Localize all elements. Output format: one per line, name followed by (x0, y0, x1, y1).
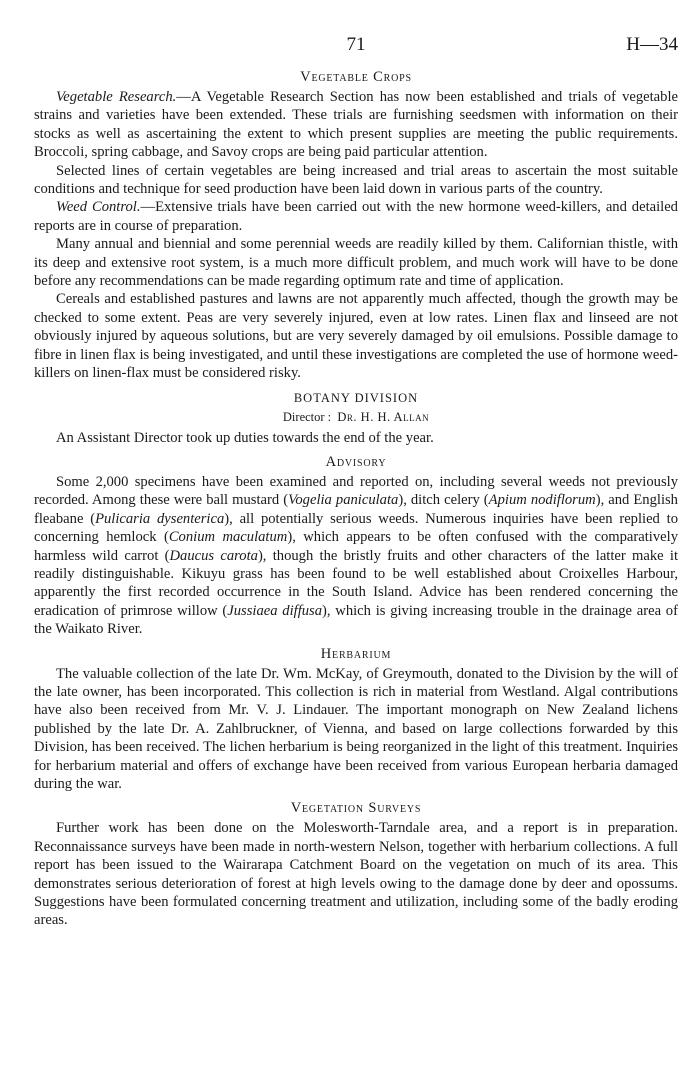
section-title-advisory: Advisory (325, 453, 387, 470)
species-name: Daucus carota (169, 547, 258, 564)
section-title-vegetable-crops: Vegetable Crops (300, 69, 412, 85)
paragraph: Cereals and established pastures and lawns are not apparently much affected, though the growth may be checked to some extent. Peas are very severely injured, even at low rates. Linen flax and linseed are not obviously injured by aqueous solutions, but are very severely damaged by oil emulsions. Possible damage to fibre in linen flax is being investigated, and until these investigations are completed the use of hormone weed-killers on linen-flax must be considered risky. (34, 291, 678, 382)
run-in-heading: Weed Control. (56, 199, 141, 216)
director-line: Director : Dr. H. H. Allan (282, 409, 430, 424)
section-title-botany-division: BOTANY DIVISION (293, 390, 419, 405)
paragraph: Vegetable Research.—A Vegetable Research Section has now been established and trials of vegetable strains and varieties have been extended. These trials are furnishing seedsmen with information on their stocks as well as ascertaining the extent to which present supplies are meeting the public requirements. Broccoli, spring cabbage, and Savoy crops are being paid particular attention. (34, 89, 678, 161)
paragraph: Weed Control.—Extensive trials have been carried out with the new hormone weed-killers, and detailed reports are in course of preparation. (34, 199, 678, 234)
species-name: Jussiaea diffusa (227, 602, 323, 619)
species-name: Pulicaria dysenterica (95, 510, 225, 527)
species-name: Vogelia paniculata (288, 492, 399, 509)
page-number: 71 (346, 34, 366, 55)
document-reference: H—34 (626, 34, 678, 55)
paragraph: Many annual and biennial and some perennial weeds are readily killed by them. Californian thistle, with its deep and extensive root system, is a much more difficult problem, and much work will have to be done before any recommendations can be made regarding optimum rate and time of application. (34, 236, 678, 290)
document-page (34, 34, 678, 930)
section-title-vegetation-surveys: Vegetation Surveys (290, 800, 422, 817)
director-name: Dr. H. H. Allan (337, 409, 430, 424)
run-in-heading: Vegetable Research. (56, 89, 177, 105)
species-name: Conium maculatum (168, 529, 288, 546)
paragraph: Further work has been done on the Molesworth-Tarndale area, and a report is in preparation. Reconnaissance surveys have been made in north-western Nelson, together with herbarium collections. A full report has been issued to the Wairarapa Catchment Board on the vegetation on much of its area. This demonstrates serious deterioration of forest at high levels owing to the damage done by deer and opossums. Suggestions have been formulated concerning treatment and utilization, including some of the badly eroding areas. (34, 820, 678, 929)
species-name: Apium nodiflorum (488, 492, 596, 509)
paragraph: Some 2,000 specimens have been examined and reported on, including several weeds not previously recorded. Among these were ball mustard (Vogelia paniculata), ditch celery (Apium nodiflorum), and English fleabane (Pulicaria dysenterica), all potentially serious weeds. Numerous inquiries have been replied to concerning hemlock (Conium maculatum), which appears to be often confused with the comparatively harmless wild carrot (Daucus carota), though the bristly fruits and other characters of the latter make it readily distinguishable. Kikuyu grass has been found to be well established about Croixelles Harbour, apparently the first recorded occurrence in the South Island. Advice has been rendered concerning the eradication of primrose willow (Jussiaea diffusa), which is giving increasing trouble in the drainage area of the Waikato River. (34, 473, 678, 638)
paragraph: The valuable collection of the late Dr. Wm. McKay, of Greymouth, donated to the Division by the will of the late owner, has been incorporated. This collection is rich in material from Westland. Algal contributions have also been received from Mr. V. J. Lindauer. The important monograph on New Zealand lichens published by the late Dr. A. Zahlbruckner, of Vienna, and based on large collections forwarded by this Division, has been received. The lichen herbarium is being reorganized in the light of this treatment. Inquiries for herbarium material and offers of exchange have been received from various European herbaria damaged during the war. (34, 665, 678, 792)
paragraph: An Assistant Director took up duties towards the end of the year. (56, 429, 434, 446)
page-header (34, 34, 678, 62)
section-title-herbarium: Herbarium (320, 645, 392, 662)
paragraph: Selected lines of certain vegetables are being increased and trial areas to ascertain the most suitable conditions and technique for seed production have been laid down in various parts of the country. (34, 162, 678, 198)
